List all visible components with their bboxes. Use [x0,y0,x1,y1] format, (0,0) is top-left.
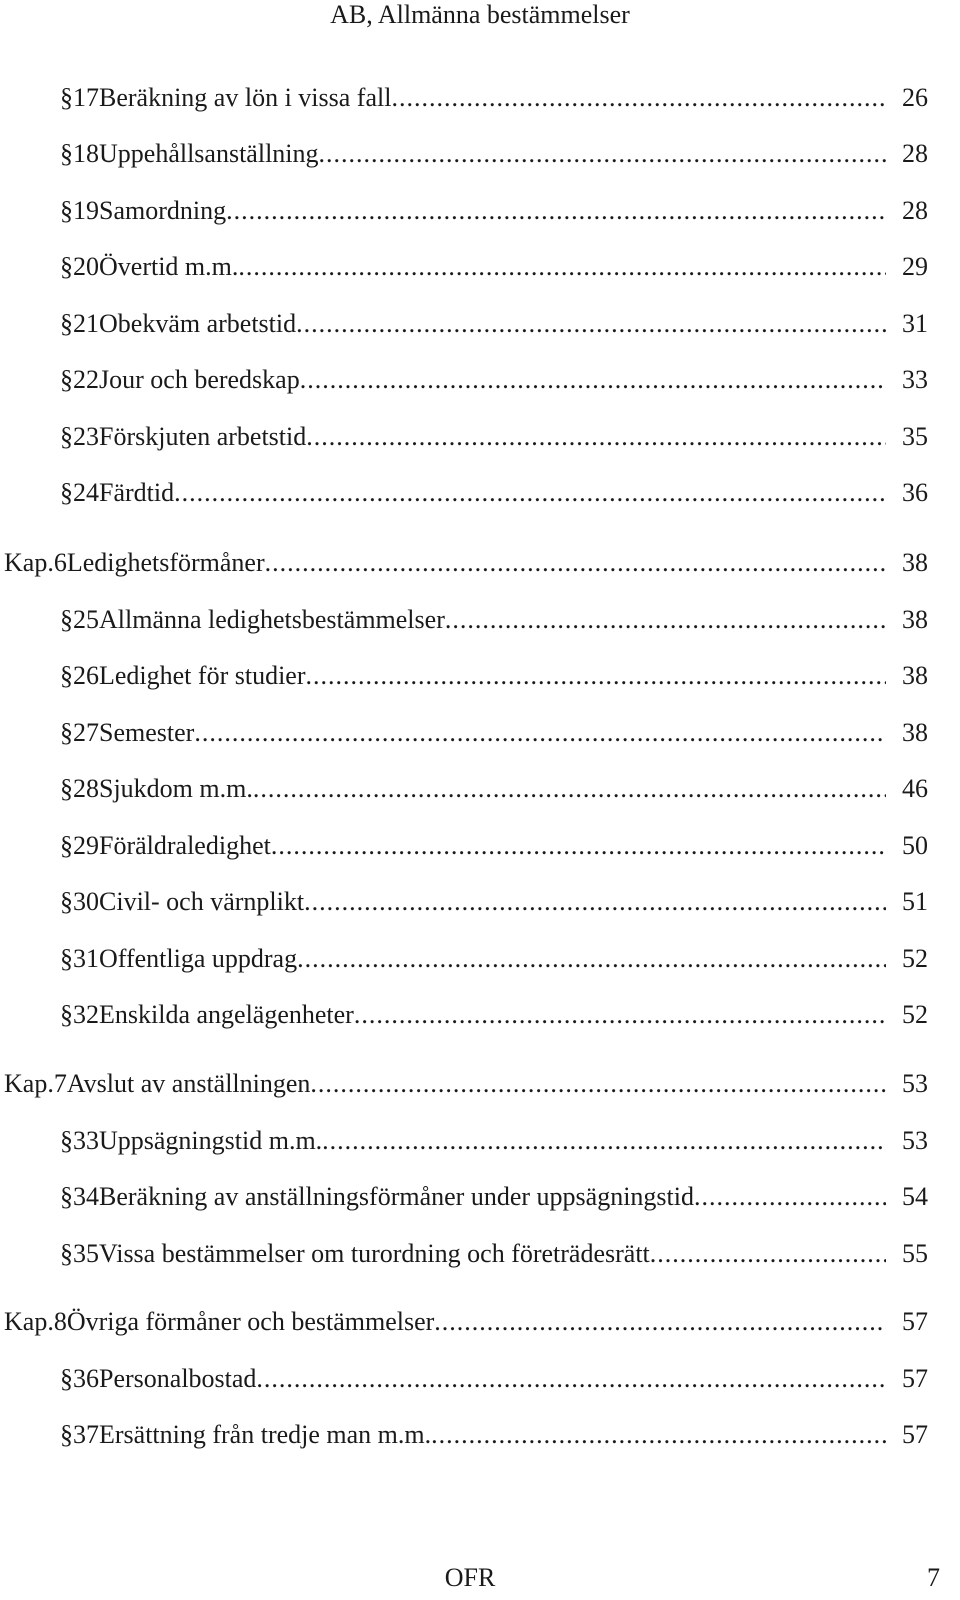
section-number: 19 [73,196,99,225]
dot-leader [174,473,886,513]
section-number: 31 [73,944,99,973]
section-number: 25 [73,605,99,634]
section-marker: § [60,718,73,747]
chapter-title: Ledighetsförmåner [66,548,265,577]
section-number: 37 [73,1420,99,1449]
section-marker: § [60,661,73,690]
page-number: 28 [902,139,928,168]
dot-leader [694,1177,886,1217]
section-number: 17 [73,83,99,112]
section-title: Ersättning från tredje man m.m. [99,1420,432,1449]
section-title: Personalbostad [99,1364,257,1393]
section-number: 20 [73,252,99,281]
page-number: 38 [902,605,928,634]
toc-section-entry [60,1359,928,1399]
toc-section-entry [60,769,928,809]
dot-leader [354,995,886,1035]
footer-page-number: 7 [927,1563,940,1592]
toc-chapter-entry [4,543,928,583]
toc-section-entry [60,826,928,866]
chapter-marker: Kap. [4,1307,54,1336]
dot-leader [431,1415,886,1455]
dot-leader [226,191,886,231]
section-number: 24 [73,478,99,507]
section-marker: § [60,774,73,803]
page-number: 57 [902,1420,928,1449]
section-number: 29 [73,831,99,860]
section-title: Beräkning av lön i vissa fall [99,83,392,112]
section-title: Färdtid [99,478,175,507]
dot-leader [296,304,886,344]
section-title: Sjukdom m.m. [99,774,253,803]
section-title: Beräkning av anställningsförmåner under uppsägningstid [99,1182,694,1211]
toc-chapter-entry [4,1302,928,1342]
section-number: 32 [73,1000,99,1029]
toc-section-entry [60,134,928,174]
section-number: 30 [73,887,99,916]
page-number: 38 [902,548,928,577]
dot-leader [256,1359,886,1399]
page-number: 57 [902,1307,928,1336]
section-marker: § [60,309,73,338]
page-number: 53 [902,1126,928,1155]
page-number: 31 [902,309,928,338]
page-number: 52 [902,944,928,973]
toc-section-entry [60,882,928,922]
toc-section-entry [60,600,928,640]
chapter-marker: Kap. [4,548,54,577]
toc-section-entry [60,473,928,513]
dot-leader [310,1064,886,1104]
toc-section-entry [60,656,928,696]
dot-leader [300,360,886,400]
toc-section-entry [60,360,928,400]
page-number: 29 [902,252,928,281]
section-number: 27 [73,718,99,747]
section-number: 35 [73,1239,99,1268]
section-number: 36 [73,1364,99,1393]
dot-leader [238,247,886,287]
toc-section-entry [60,995,928,1035]
page-number: 38 [902,718,928,747]
section-title: Uppehållsanställning [99,139,319,168]
section-title: Ledighet för studier [99,661,306,690]
page-number: 36 [902,478,928,507]
section-marker: § [60,478,73,507]
chapter-title: Avslut av anställningen [66,1069,311,1098]
section-marker: § [60,944,73,973]
dot-leader [445,600,886,640]
section-number: 22 [73,365,99,394]
toc-section-entry [60,713,928,753]
section-number: 23 [73,422,99,451]
section-marker: § [60,1000,73,1029]
page-number: 35 [902,422,928,451]
section-number: 21 [73,309,99,338]
page-number: 28 [902,196,928,225]
toc-section-entry [60,1177,928,1217]
section-marker: § [60,605,73,634]
dot-leader [306,417,886,457]
page-number: 38 [902,661,928,690]
toc-section-entry [60,1415,928,1455]
page-number: 33 [902,365,928,394]
header-title: AB, Allmänna bestämmelser [330,0,630,29]
chapter-number: 6 [53,548,67,577]
page-number: 51 [902,887,928,916]
section-title: Civil- och värnplikt [99,887,305,916]
section-title: Semester [99,718,195,747]
chapter-title: Övriga förmåner och bestämmelser [66,1307,435,1336]
section-marker: § [60,1364,73,1393]
dot-leader [391,78,886,118]
section-title: Samordning [99,196,227,225]
toc-section-entry [60,78,928,118]
dot-leader [271,826,886,866]
section-number: 34 [73,1182,99,1211]
section-title: Förskjuten arbetstid [99,422,307,451]
section-marker: § [60,1420,73,1449]
toc-section-entry [60,304,928,344]
dot-leader [434,1302,886,1342]
dot-leader [319,134,886,174]
dot-leader [194,713,886,753]
section-marker: § [60,1182,73,1211]
page-number: 50 [902,831,928,860]
section-number: 18 [73,139,99,168]
dot-leader [253,769,886,809]
section-number: 26 [73,661,99,690]
section-marker: § [60,252,73,281]
toc-section-entry [60,1234,928,1274]
section-title: Jour och beredskap [99,365,300,394]
chapter-marker: Kap. [4,1069,54,1098]
section-marker: § [60,1126,73,1155]
page-number: 52 [902,1000,928,1029]
section-number: 33 [73,1126,99,1155]
page-number: 57 [902,1364,928,1393]
page-number: 46 [902,774,928,803]
page-number: 26 [902,83,928,112]
section-title: Allmänna ledighetsbestämmelser [99,605,445,634]
section-title: Vissa bestämmelser om turordning och företrädesrätt [99,1239,650,1268]
page-number: 54 [902,1182,928,1211]
section-marker: § [60,139,73,168]
section-marker: § [60,1239,73,1268]
section-title: Uppsägningstid m.m. [99,1126,323,1155]
dot-leader [306,656,887,696]
toc-section-entry [60,247,928,287]
section-title: Offentliga uppdrag [99,944,298,973]
section-marker: § [60,196,73,225]
section-title: Föräldraledighet [99,831,271,860]
footer-label: OFR [444,1563,496,1592]
section-title: Övertid m.m. [99,252,239,281]
dot-leader [650,1234,886,1274]
toc-chapter-entry [4,1064,928,1104]
toc-section-entry [60,417,928,457]
section-marker: § [60,831,73,860]
section-title: Enskilda angelägenheter [99,1000,354,1029]
section-marker: § [60,887,73,916]
section-marker: § [60,365,73,394]
page-number: 53 [902,1069,928,1098]
toc-section-entry [60,1121,928,1161]
section-marker: § [60,83,73,112]
toc-section-entry [60,939,928,979]
chapter-number: 8 [53,1307,67,1336]
chapter-number: 7 [53,1069,67,1098]
toc-section-entry [60,191,928,231]
section-number: 28 [73,774,99,803]
section-title: Obekväm arbetstid [99,309,297,338]
section-marker: § [60,422,73,451]
dot-leader [265,543,886,583]
dot-leader [304,882,886,922]
dot-leader [322,1121,886,1161]
page-number: 55 [902,1239,928,1268]
dot-leader [297,939,886,979]
